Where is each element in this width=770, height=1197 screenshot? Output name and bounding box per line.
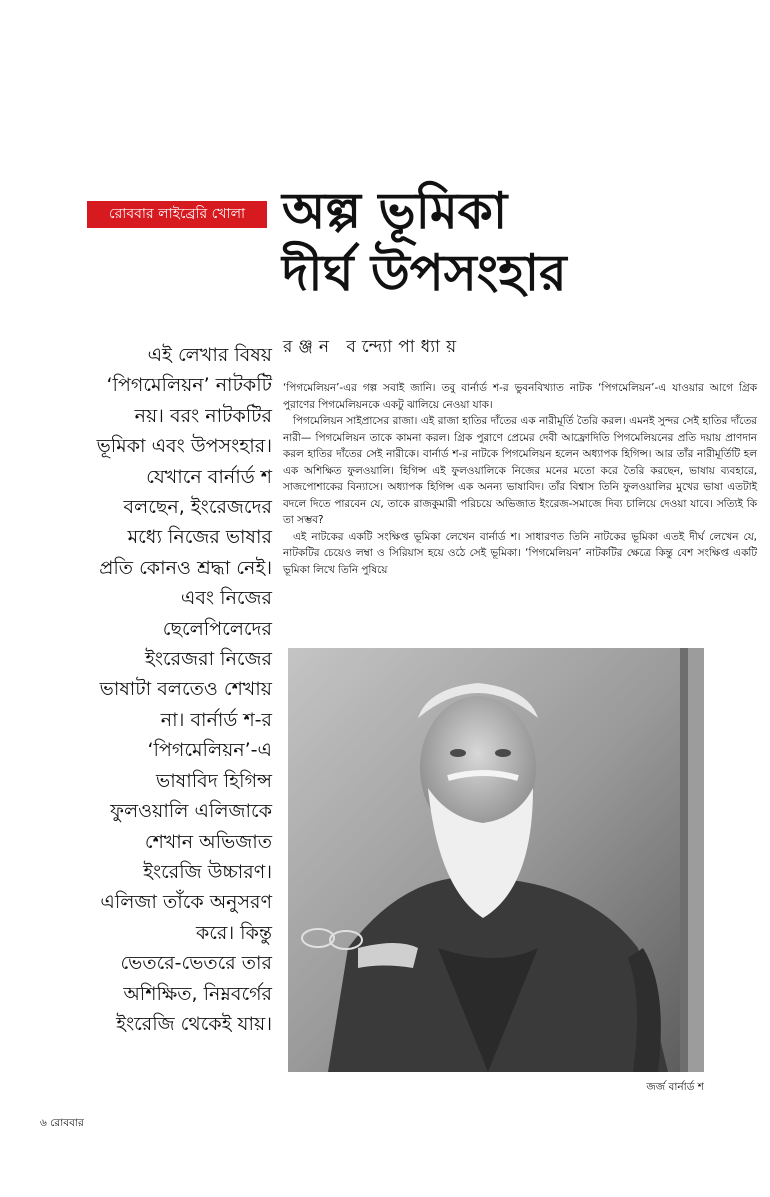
body-paragraph: পিগমেলিয়ন সাইপ্রাসের রাজা। এই রাজা হাতির দাঁতের এক নারীমূর্তি তৈরি করল। এমনই সুন্দর সেই হাতির দাঁতের নারী— পিগমেলিয়ন তাকে কামনা করল। গ্রিক পুরাণে প্রেমের দেবী আফ্রোদিতি পিগমেলিয়নের প্রতি দয়ায় প্রাণদান করল হাতির দাঁতের সেই নারীকে। বার্নার্ড শ-র নাটকে পিগমেলিয়ন হলেন অধ্যাপক হিগিন্স। আর তাঁর নারীমূর্তিটি হল এক অশিক্ষিত ফুলওয়ালি। হিগিন্স এই ফুলওয়ালিকে নিজের মনের মতো করে তৈরি করছেন, ভাষায় ব্যবহারে, সাজপোশাকের বিন্যাসে। অধ্যাপক হিগিন্স এক অনন্য ভাষাবিদ। তাঁর বিশ্বাস তিনি ফুলওয়ালির মুখের ভাষা এতটাই বদলে দিতে পারবেন যে, তাকে রাজকুমারী পরিচয়ে অভিজাত ইংরেজ-সমাজে দিব্য চালিয়ে দেওয়া যাবে। সত্যিই কি তা সম্ভব? — [283, 415, 757, 526]
pull-quote-line: না। বার্নার্ড শ-র — [160, 708, 272, 731]
article-body — [283, 380, 757, 578]
portrait-photo — [288, 648, 704, 1072]
pull-quote-line: ফুলওয়ালি এলিজাকে — [110, 800, 272, 823]
pull-quote-line: প্রতি কোনও শ্রদ্ধা নেই। — [99, 556, 272, 579]
page-folio: ৬ রোববার — [40, 1117, 84, 1129]
pull-quote-line: ‘পিগমেলিয়ন’-এ — [147, 739, 272, 762]
pull-quote-line: ভেতরে-ভেতরে তার — [120, 952, 272, 975]
pull-quote-line: নয়। বরং নাটকটির — [134, 404, 272, 427]
pull-quote-line: এলিজা তাঁকে অনুসরণ — [100, 891, 272, 914]
pull-quote-line: ভাষাটা বলতেও শেখায় — [99, 678, 272, 701]
pull-quote-line: এবং নিজের — [180, 587, 272, 610]
pull-quote — [60, 340, 272, 1039]
author-byline: রঞ্জন বন্দ্যোপাধ্যায় — [283, 337, 463, 357]
pull-quote-line: ভাষাবিদ হিগিন্স — [156, 769, 272, 792]
pull-quote-line: মধ্যে নিজের ভাষার — [127, 526, 272, 549]
title-line-1: অল্প ভূমিকা — [282, 181, 508, 240]
body-paragraph: ‘পিগমেলিয়ন’-এর গল্প সবাই জানি। তবু বার্নার্ড শ-র ভুবনবিখ্যাত নাটক ‘পিগমেলিয়ন’-এ যাওয়ার আগে গ্রিক পুরাণের পিগমেলিয়নকে একটু ঝালিয়ে নেওয়া যাক। — [283, 382, 757, 411]
pull-quote-line: ভূমিকা এবং উপসংহার। — [96, 435, 272, 458]
section-tag: রোববার লাইব্রেরি খোলা — [87, 201, 267, 228]
body-paragraph: এই নাটকের একটি সংক্ষিপ্ত ভূমিকা লেখেন বার্নার্ড শ। সাধারণত তিনি নাটকের ভূমিকা এতই দীর্ঘ লেখেন যে, নাটকটির চেয়েও লম্বা ও সিরিয়াস হয়ে ওঠে সেই ভূমিকা। ‘পিগমেলিয়ন’ নাটকটির ক্ষেত্রে কিন্তু বেশ সংক্ষিপ্ত একটি ভূমিকা লিখে তিনি পুষিয়ে — [283, 530, 757, 576]
pull-quote-line: এই লেখার বিষয় — [147, 344, 272, 366]
photo-caption: জর্জ বার্নার্ড শ — [646, 1081, 704, 1093]
pull-quote-line: যেখানে বার্নার্ড শ — [146, 465, 272, 488]
pull-quote-line: ইংরেজি উচ্চারণ। — [143, 860, 272, 883]
pull-quote-line: অশিক্ষিত, নিম্নবর্গের — [123, 982, 272, 1005]
pull-quote-line: ছেলেপিলেদের — [162, 617, 272, 640]
article-title — [282, 180, 762, 304]
portrait-illustration — [288, 648, 704, 1072]
pull-quote-line: শেখান অভিজাত — [144, 830, 272, 853]
pull-quote-line: ইংরেজরা নিজের — [144, 648, 272, 671]
title-line-2: দীর্ঘ উপসংহার — [282, 243, 567, 302]
pull-quote-line: ‘পিগমেলিয়ন’ নাটকটি — [106, 374, 272, 397]
pull-quote-line: করে। কিন্তু — [195, 921, 272, 944]
pull-quote-line: ইংরেজি থেকেই যায়। — [116, 1012, 272, 1035]
pull-quote-line: বলছেন, ইংরেজদের — [123, 496, 272, 519]
